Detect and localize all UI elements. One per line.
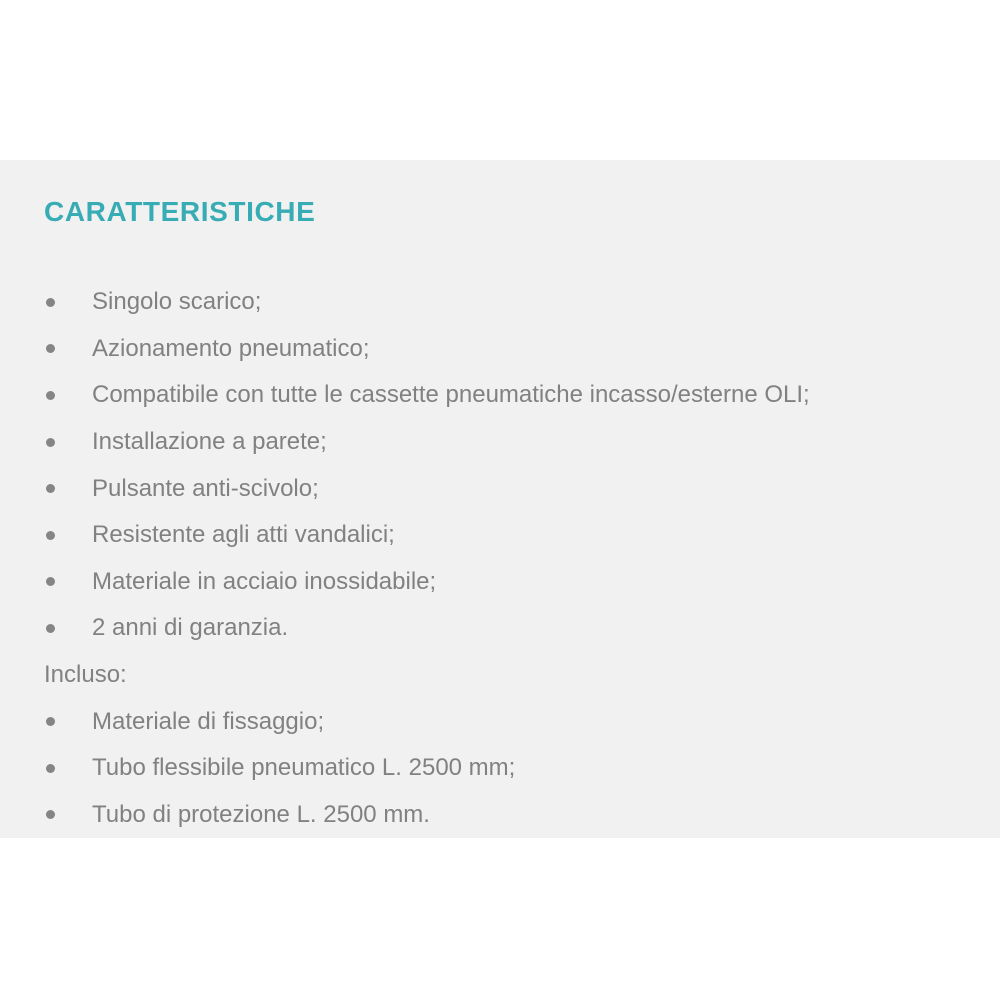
bullet-icon xyxy=(46,717,55,726)
included-label: Incluso: xyxy=(44,661,127,689)
list-item xyxy=(44,372,956,419)
feature-text: Tubo di protezione L. 2500 mm. xyxy=(92,800,430,828)
section-heading: CARATTERISTICHE xyxy=(44,196,316,227)
list-item xyxy=(44,326,956,373)
feature-text: Installazione a parete; xyxy=(92,428,327,456)
feature-list xyxy=(44,279,956,838)
feature-text: Azionamento pneumatico; xyxy=(92,334,370,362)
bullet-icon xyxy=(46,391,55,400)
list-item xyxy=(44,792,956,839)
feature-text: Materiale di fissaggio; xyxy=(92,707,325,735)
list-item xyxy=(44,605,956,652)
feature-text: Tubo flessibile pneumatico L. 2500 mm; xyxy=(92,754,516,782)
bullet-icon xyxy=(46,810,55,819)
bullet-icon xyxy=(46,764,55,773)
feature-text: Resistente agli atti vandalici; xyxy=(92,521,395,549)
list-item xyxy=(44,279,956,326)
bullet-icon xyxy=(46,624,55,633)
characteristics-panel xyxy=(0,160,1000,838)
feature-text: 2 anni di garanzia. xyxy=(92,614,289,642)
bullet-icon xyxy=(46,484,55,493)
list-item xyxy=(44,419,956,466)
list-item xyxy=(44,559,956,606)
list-item xyxy=(44,512,956,559)
bullet-icon xyxy=(46,577,55,586)
bullet-icon xyxy=(46,531,55,540)
feature-text: Pulsante anti-scivolo; xyxy=(92,474,319,502)
feature-text: Compatibile con tutte le cassette pneumatiche incasso/esterne OLI; xyxy=(92,381,810,409)
bullet-icon xyxy=(46,344,55,353)
feature-text: Materiale in acciaio inossidabile; xyxy=(92,567,437,595)
bullet-icon xyxy=(46,438,55,447)
list-item xyxy=(44,698,956,745)
included-label-row xyxy=(44,652,956,699)
bullet-icon xyxy=(46,298,55,307)
feature-text: Singolo scarico; xyxy=(92,288,262,316)
list-item xyxy=(44,465,956,512)
list-item xyxy=(44,745,956,792)
